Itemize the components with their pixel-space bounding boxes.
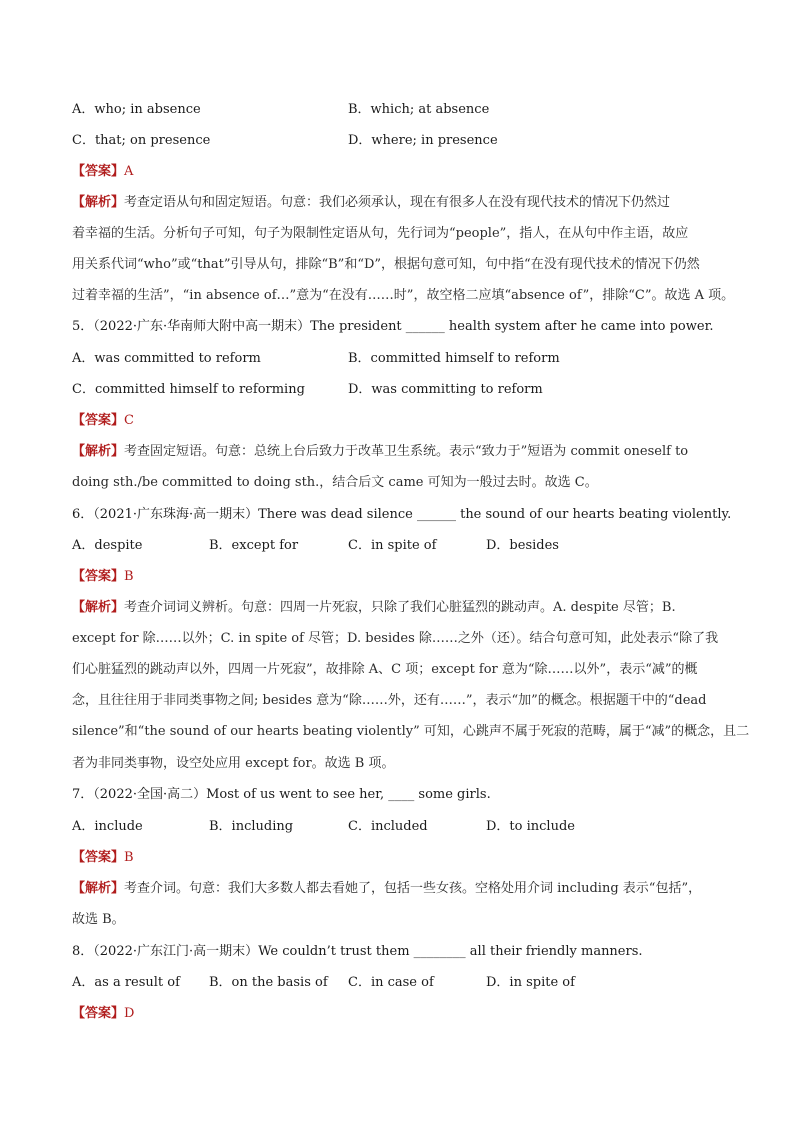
answer-tag: 【答案】 bbox=[72, 413, 125, 428]
answer-value: A bbox=[124, 164, 134, 179]
q5-option-a: A．was committed to reform bbox=[72, 351, 261, 366]
q7-option-a: A．include bbox=[72, 819, 143, 834]
q7-option-b: B．including bbox=[209, 819, 294, 834]
explanation-tag: 【解析】 bbox=[72, 600, 125, 615]
q7-option-d: D．to include bbox=[486, 819, 575, 834]
q6-answer bbox=[72, 567, 732, 587]
q8-option-d: D．in spite of bbox=[486, 975, 575, 990]
explanation-tag: 【解析】 bbox=[72, 881, 125, 896]
q4-explanation-line-3: 用关系代词“who”或“that”引导从句，排除“B”和“D”，根据句意可知，句中指“在没有现代技术的情况下仍然 bbox=[72, 257, 700, 272]
q6-option-c: C．in spite of bbox=[348, 538, 437, 553]
q6-explanation-line-2: except for 除……以外；C. in spite of 尽管；D. besides 除……之外（还）。结合句意可知，此处表示“除了我 bbox=[72, 631, 719, 646]
q5-option-d: D．was committing to reform bbox=[348, 382, 543, 397]
q6-stem: 6．（2021·广东珠海·高一期末）There was dead silence ______ the sound of our hearts beating violently. bbox=[72, 507, 732, 522]
q4-answer bbox=[72, 162, 732, 182]
answer-tag: 【答案】 bbox=[72, 569, 125, 584]
answer-value: B bbox=[124, 850, 134, 865]
q4-explanation-line-4: 过着幸福的生活”，“in absence of…”意为“在没有……时”，故空格二应填“absence of”，排除“C”。故选 A 项。 bbox=[72, 288, 735, 303]
q8-stem: 8．（2022·广东江门·高一期末）We couldn’t trust them ________ all their friendly manners. bbox=[72, 944, 643, 959]
q6-explanation-line-3: 们心脏猛烈的跳动声以外，四周一片死寂”，故排除 A、C 项；except for 意为“除……以外”，表示“减”的概 bbox=[72, 662, 698, 677]
q4-option-a: A．who; in absence bbox=[72, 102, 201, 117]
answer-value: B bbox=[124, 569, 134, 584]
q5-option-b: B．committed himself to reform bbox=[348, 351, 560, 366]
explanation-text: 考查介词词义辨析。句意：四周一片死寂，只除了我们心脏猛烈的跳动声。A. despite 尽管；B. bbox=[124, 600, 676, 615]
q8-answer bbox=[72, 1004, 732, 1024]
explanation-tag: 【解析】 bbox=[72, 444, 125, 459]
q6-explanation-line-1 bbox=[72, 598, 732, 618]
answer-tag: 【答案】 bbox=[72, 850, 125, 865]
q6-option-b: B．except for bbox=[209, 538, 299, 553]
q7-stem: 7．（2022·全国·高二）Most of us went to see her, ____ some girls. bbox=[72, 787, 491, 802]
answer-tag: 【答案】 bbox=[72, 1006, 125, 1021]
q7-explanation-line-1 bbox=[72, 879, 732, 899]
q6-explanation-line-6: 者为非同类事物，设空处应用 except for。故选 B 项。 bbox=[72, 756, 395, 771]
q8-option-a: A．as a result of bbox=[72, 975, 180, 990]
q7-answer bbox=[72, 848, 732, 868]
q5-stem: 5．（2022·广东·华南师大附中高一期末）The president ______ health system after he came into power. bbox=[72, 319, 714, 334]
q4-explanation-line-2: 着幸福的生活。分析句子可知，句子为限制性定语从句，先行词为“people”，指人，在从句中作主语，故应 bbox=[72, 226, 689, 241]
q4-option-c: C．that; on presence bbox=[72, 133, 211, 148]
answer-tag: 【答案】 bbox=[72, 164, 125, 179]
explanation-text: 考查固定短语。句意：总统上台后致力于改革卫生系统。表示“致力于”短语为 commit oneself to bbox=[124, 444, 689, 459]
q5-explanation-line-2: doing sth./be committed to doing sth.，结合后文 came 可知为一般过去时。故选 C。 bbox=[72, 475, 598, 490]
q4-explanation-line-1 bbox=[72, 193, 732, 213]
q6-explanation-line-5: silence”和“the sound of our hearts beating violently” 可知，心跳声不属于死寂的范畴，属于“减”的概念，且二 bbox=[72, 724, 750, 739]
explanation-text: 考查定语从句和固定短语。句意：我们必须承认，现在有很多人在没有现代技术的情况下仍然过 bbox=[124, 195, 671, 210]
q8-option-b: B．on the basis of bbox=[209, 975, 328, 990]
q5-explanation-line-1 bbox=[72, 442, 732, 462]
q5-answer bbox=[72, 411, 732, 431]
explanation-text: 考查介词。句意：我们大多数人都去看她了，包括一些女孩。空格处用介词 including 表示“包括”， bbox=[124, 881, 702, 896]
q6-explanation-line-4: 念，且往往用于非同类事物之间; besides 意为“除……外，还有……”，表示“加”的概念。根据题干中的“dead bbox=[72, 693, 707, 708]
answer-value: C bbox=[124, 413, 134, 428]
q6-option-a: A．despite bbox=[72, 538, 143, 553]
q4-option-b: B．which; at absence bbox=[348, 102, 490, 117]
q4-option-d: D．where; in presence bbox=[348, 133, 498, 148]
q7-option-c: C．included bbox=[348, 819, 428, 834]
q8-option-c: C．in case of bbox=[348, 975, 434, 990]
q7-explanation-line-2: 故选 B。 bbox=[72, 912, 125, 927]
q6-option-d: D．besides bbox=[486, 538, 559, 553]
answer-value: D bbox=[124, 1006, 135, 1021]
q5-option-c: C．committed himself to reforming bbox=[72, 382, 305, 397]
explanation-tag: 【解析】 bbox=[72, 195, 125, 210]
